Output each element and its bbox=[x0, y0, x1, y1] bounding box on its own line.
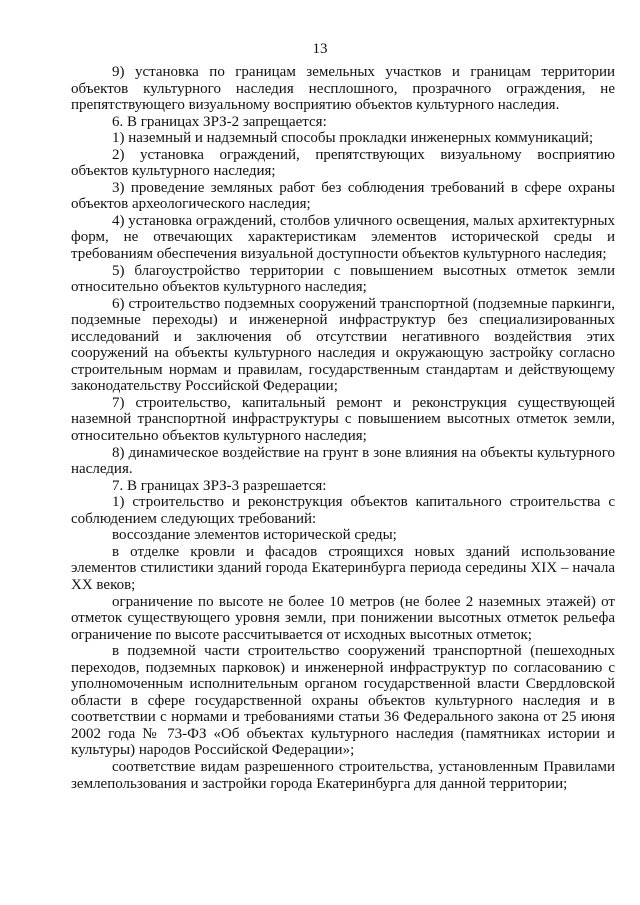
paragraph-item-6: 6) строительство подземных сооружений транспортной (подземные паркинги, подземные переходы) и инженерной инфраструктур без специализированных исследований и заключения об отсутствии негативного воздействия этих сооружений на объекты культурного наследия и окружающую застройку согласно строительным нормам и правилам, государственным стандартам и действующему законодательству Российской Федерации; bbox=[71, 295, 615, 395]
document-body bbox=[71, 64, 615, 792]
paragraph-item-1: 1) наземный и надземный способы прокладки инженерных коммуникаций; bbox=[112, 130, 594, 147]
paragraph-item-9: 9) установка по границам земельных участков и границам территории объектов культурного наследия несплошного, прозрачного ограждения, не препятствующего визуальному восприятию объектов культурного наследия. bbox=[71, 64, 615, 114]
section-6-heading: 6. В границах ЗРЗ-2 запрещается: bbox=[112, 113, 327, 130]
paragraph-item-3: 3) проведение земляных работ без соблюдения требований в сфере охраны объектов археологического наследия; bbox=[71, 179, 615, 213]
requirement-permitted-use: соответствие видам разрешенного строительства, установленным Правилами землепользования и застройки города Екатеринбурга для данной территории; bbox=[71, 758, 615, 792]
section-7-heading: 7. В границах ЗРЗ-3 разрешается: bbox=[112, 477, 327, 494]
requirement-facade-style: в отделке кровли и фасадов строящихся новых зданий использование элементов стилистики зданий города Екатеринбурга периода середины XIX – начала XX веков; bbox=[71, 543, 615, 593]
paragraph-item-4: 4) установка ограждений, столбов уличного освещения, малых архитектурных форм, не отвечающих характеристикам элементов исторической среды и требованиям обеспечения визуальной доступности объектов культурного наследия; bbox=[71, 212, 615, 263]
paragraph-item-2: 2) установка ограждений, препятствующих визуальному восприятию объектов культурного наследия; bbox=[71, 146, 615, 180]
paragraph-item-7: 7) строительство, капитальный ремонт и реконструкция существующей наземной транспортной инфраструктуры с повышением высотных отметок земли, относительно объектов культурного наследия; bbox=[71, 394, 615, 445]
requirement-height-limit: ограничение по высоте не более 10 метров (не более 2 наземных этажей) от отметок существующего уровня земли, при понижении высотных отметок рельефа ограничение по высоте рассчитывается от исходных высотных отметок; bbox=[71, 593, 615, 643]
requirement-underground: в подземной части строительство сооружений транспортной (пешеходных переходов, подземных парковок) и инженерной инфраструктур по согласованию с уполномоченным исполнительным органом государственной власти Свердловской области в сфере государственной охраны объектов культурного наследия и в соответствии с нормами и требованиями статьи 36 Федерального закона от 25 июня 2002 года № 73-ФЗ «Об объектах культурного наследия (памятниках истории и культуры) народов Российской Федерации»; bbox=[71, 643, 615, 759]
requirement-historic-environment: воссоздание элементов исторической среды; bbox=[112, 527, 397, 544]
paragraph-item-5: 5) благоустройство территории с повышением высотных отметок земли относительно объектов культурного наследия; bbox=[71, 262, 615, 296]
paragraph-item-8: 8) динамическое воздействие на грунт в зоне влияния на объекты культурного наследия. bbox=[71, 444, 615, 478]
paragraph-item-1-zrz3: 1) строительство и реконструкция объектов капитального строительства с соблюдением следующих требований: bbox=[71, 494, 615, 527]
page-number: 13 bbox=[312, 41, 328, 57]
